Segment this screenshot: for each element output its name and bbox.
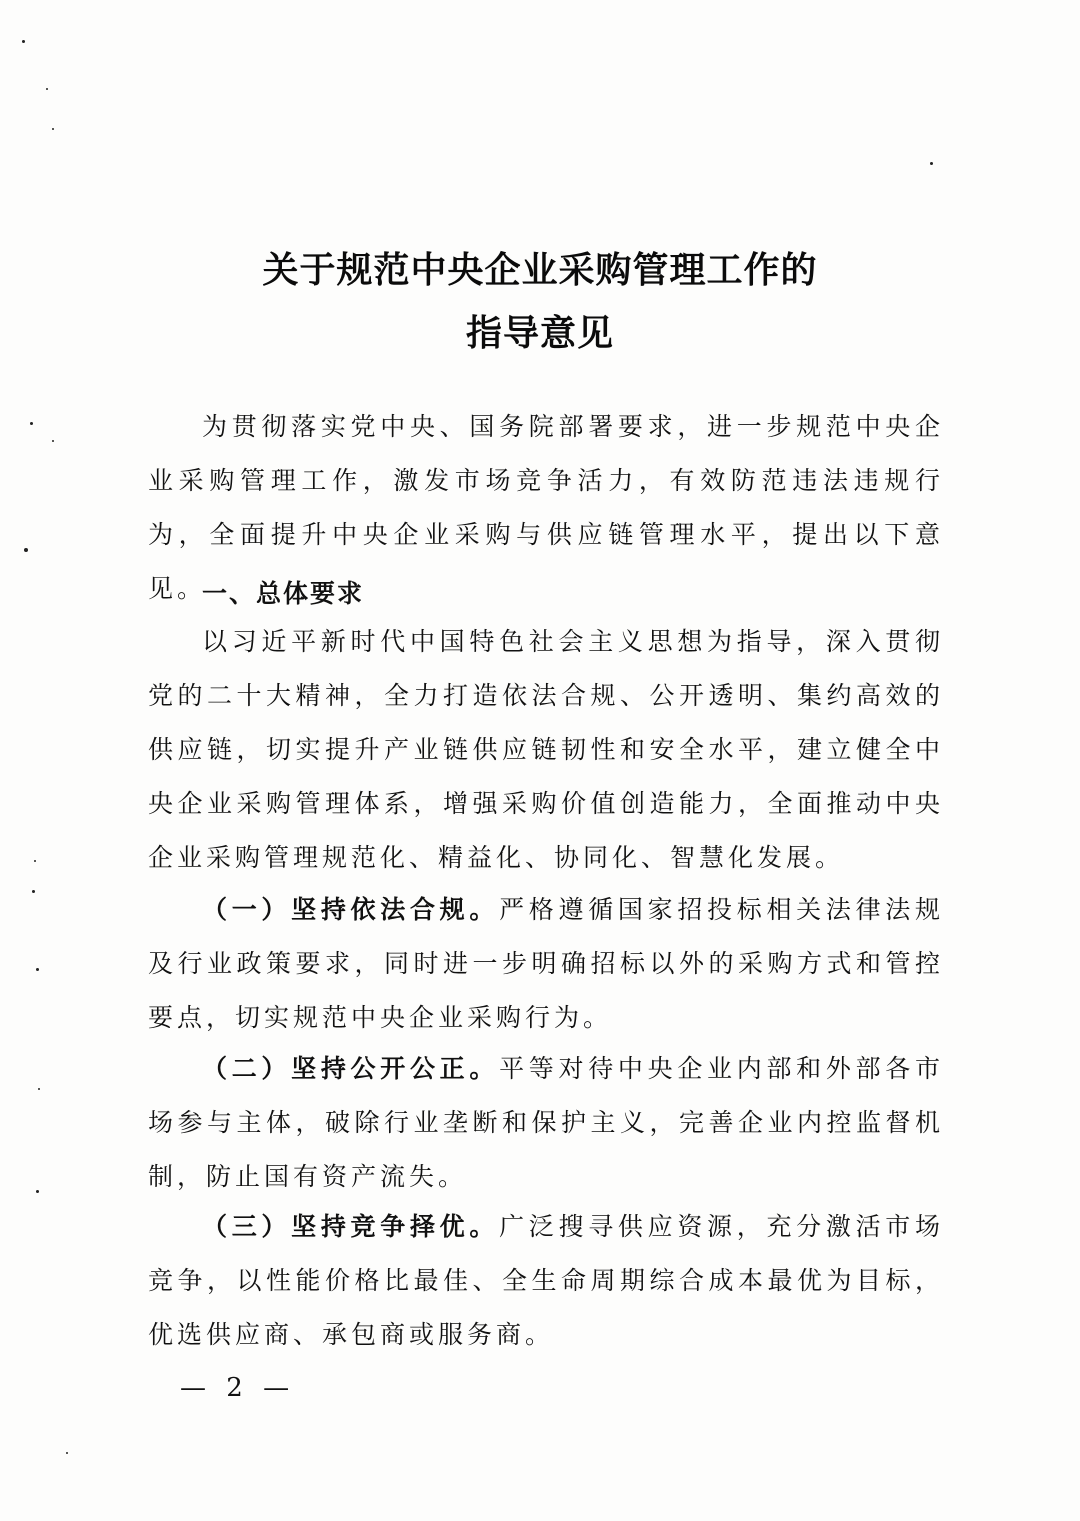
document-title-line-2: 指导意见 — [465, 313, 614, 354]
principle-text: 严格遵循国家招投标相关法律法规及行业政策要求，同时进一步明确招标以外的采购方式和管控要点，切实规范中央企业采购行为。 — [148, 895, 944, 1032]
principle-lead: （三）坚持竞争择优。 — [202, 1212, 500, 1241]
scan-speck — [34, 860, 36, 862]
scan-speck — [36, 968, 39, 971]
scan-speck — [32, 890, 35, 893]
scan-speck — [52, 440, 54, 442]
document-title-line-1: 关于规范中央企业采购管理工作的 — [262, 250, 818, 291]
principle-lead: （二）坚持公开公正。 — [202, 1054, 500, 1083]
scan-speck — [22, 40, 25, 43]
scan-speck — [930, 162, 933, 165]
scan-speck — [38, 1088, 40, 1090]
principle-text: 广泛搜寻供应资源，充分激活市场竞争，以性能价格比最佳、全生命周期综合成本最优为目标，优选供应商、承包商或服务商。 — [148, 1212, 944, 1349]
section-heading: 一、总体要求 — [202, 579, 365, 608]
scan-speck — [24, 548, 28, 552]
principle-paragraph — [148, 1042, 944, 1204]
page-number: — 2 — — [180, 1373, 296, 1403]
scan-speck — [30, 422, 33, 425]
principle-paragraph — [148, 1200, 944, 1362]
principle-paragraph — [148, 883, 944, 1045]
intro-paragraph: 为贯彻落实党中央、国务院部署要求，进一步规范中央企业采购管理工作，激发市场竞争活力，有效防范违法违规行为，全面提升中央企业采购与供应链管理水平，提出以下意见。 — [148, 412, 944, 603]
scan-speck — [66, 1452, 68, 1454]
principle-lead: （一）坚持依法合规。 — [202, 895, 500, 924]
scan-speck — [36, 1190, 39, 1193]
scan-speck — [46, 88, 48, 90]
section-paragraph: 以习近平新时代中国特色社会主义思想为指导，深入贯彻党的二十大精神，全力打造依法合规、公开透明、集约高效的供应链，切实提升产业链供应链韧性和安全水平，建立健全中央企业采购管理体系，增强采购价值创造能力，全面推动中央企业采购管理规范化、精益化、协同化、智慧化发展。 — [148, 627, 944, 872]
scan-speck — [52, 128, 54, 130]
principle-text: 平等对待中央企业内部和外部各市场参与主体，破除行业垄断和保护主义，完善企业内控监督机制，防止国有资产流失。 — [148, 1054, 944, 1191]
